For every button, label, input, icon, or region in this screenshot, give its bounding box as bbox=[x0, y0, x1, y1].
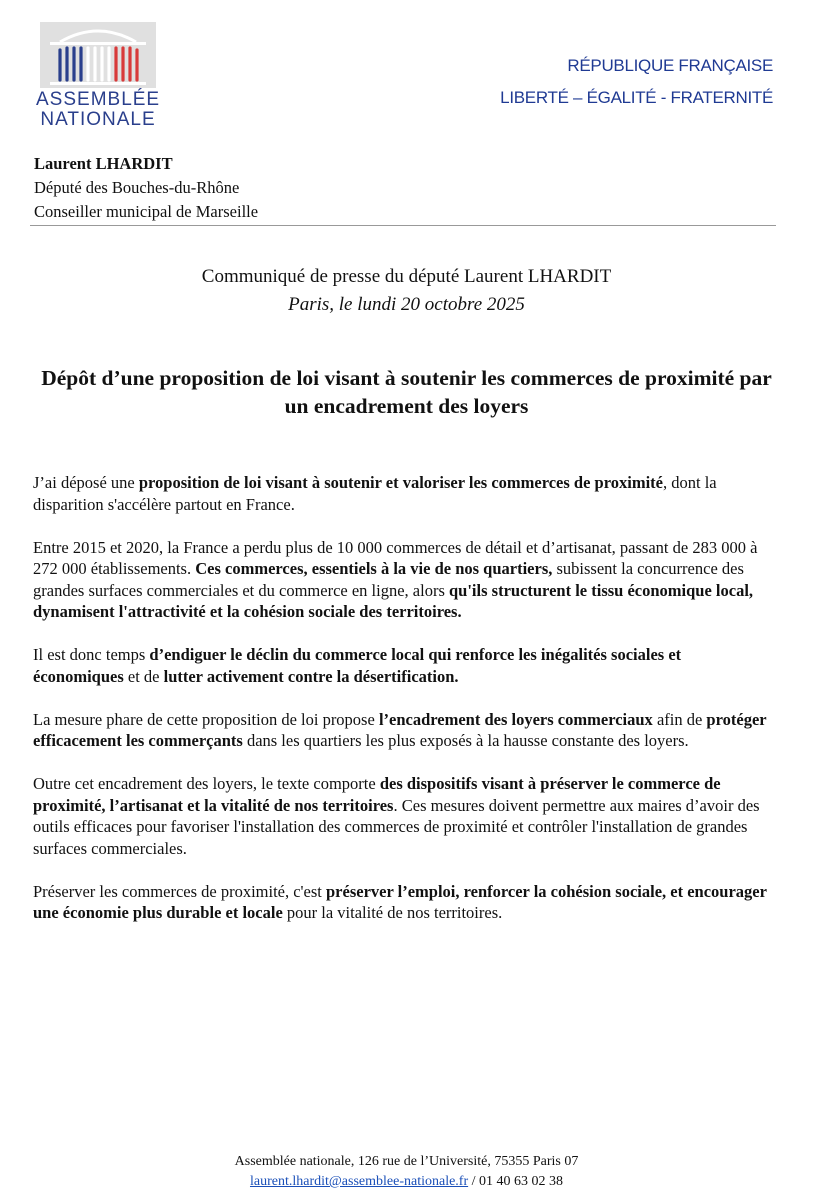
text: Entre 2015 et 2020, la France a perdu plus de 10 000 commerces de détail et d’artisanat, passant de 283 000 à 272 000 établissements. bbox=[33, 537, 758, 578]
logo-line-2: NATIONALE bbox=[40, 109, 156, 130]
author-council: Conseiller municipal de Marseille bbox=[34, 202, 259, 221]
body-paragraph-2 bbox=[33, 537, 775, 623]
footer-phone: / 01 40 63 02 38 bbox=[468, 1174, 564, 1189]
author-role: Député des Bouches-du-Rhône bbox=[34, 178, 240, 197]
bold-text: proposition de loi visant à soutenir et valoriser les commerces de proximité bbox=[138, 473, 663, 492]
logo-line-1: ASSEMBLÉE bbox=[36, 89, 161, 110]
footer-contact bbox=[0, 1172, 813, 1192]
text: , dont la disparition s'accélère partout en France. bbox=[33, 473, 717, 514]
text: pour la vitalité de nos territoires. bbox=[282, 903, 503, 922]
bold-text: Ces commerces, essentiels à la vie de nos quartiers, bbox=[195, 559, 553, 578]
footer-email-link[interactable]: laurent.lhardit@assemblee-nationale.fr bbox=[249, 1174, 469, 1189]
author-block bbox=[34, 152, 258, 224]
footer bbox=[0, 1152, 813, 1192]
bold-text: qu'ils structurent le tissu économique local, dynamisent l'attractivité et la cohésion sociale des territoires. bbox=[33, 580, 754, 621]
press-release-date: Paris, le lundi 20 octobre 2025 bbox=[288, 294, 525, 315]
body-paragraph-5 bbox=[33, 773, 775, 859]
bold-text: lutter activement contre la désertification. bbox=[163, 666, 459, 686]
document-title: Dépôt d’une proposition de loi visant à soutenir les commerces de proximité par un encadrement des loyers bbox=[41, 366, 772, 418]
body-paragraph-4 bbox=[33, 709, 775, 752]
press-release-heading bbox=[0, 263, 813, 319]
press-release-label: Communiqué de presse du député Laurent LHARDIT bbox=[201, 266, 612, 287]
text: J’ai déposé une bbox=[33, 473, 139, 492]
footer-address: Assemblée nationale, 126 rue de l’Université, 75355 Paris 07 bbox=[234, 1154, 579, 1169]
assemblee-nationale-logo bbox=[36, 22, 161, 130]
text: afin de bbox=[652, 709, 707, 729]
text: dans les quartiers les plus exposés à la hausse constante des loyers. bbox=[242, 731, 689, 750]
logo-emblem bbox=[40, 22, 156, 88]
bold-text: d’endiguer le déclin du commerce local qui renforce les inégalités sociales et économiques bbox=[33, 645, 682, 686]
republic-motto: LIBERTÉ – ÉGALITÉ - FRATERNITÉ bbox=[500, 88, 773, 107]
text: Préserver les commerces de proximité, c'est bbox=[33, 881, 326, 901]
text: Outre cet encadrement des loyers, le texte comporte bbox=[33, 774, 380, 793]
text: et de bbox=[123, 666, 164, 686]
logo-wordmark bbox=[36, 90, 160, 130]
hemicycle-icon bbox=[40, 22, 156, 88]
text: . Ces mesures doivent permettre aux maires d’avoir des outils efficaces pour favoriser l'installation des commerces de proximité et contrôler l'installation de grandes surfaces commerciales. bbox=[33, 795, 760, 858]
republic-header bbox=[500, 55, 773, 119]
bold-text: préserver l’emploi, renforcer la cohésion sociale, et encourager une économie plus durable et locale bbox=[33, 881, 767, 922]
author-name: Laurent LHARDIT bbox=[34, 154, 173, 173]
text: Il est donc temps bbox=[33, 645, 150, 664]
bold-text: protéger efficacement les commerçants bbox=[33, 709, 767, 750]
header-divider bbox=[30, 225, 776, 226]
bold-text: des dispositifs visant à préserver le commerce de proximité, l’artisanat et la vitalité de nos territoires bbox=[33, 774, 721, 815]
bold-text: l’encadrement des loyers commerciaux bbox=[378, 709, 653, 729]
body-paragraph-1 bbox=[33, 472, 775, 515]
text: La mesure phare de cette proposition de loi propose bbox=[33, 709, 379, 729]
document-body bbox=[33, 472, 775, 945]
republic-name: RÉPUBLIQUE FRANÇAISE bbox=[567, 56, 773, 75]
body-paragraph-6 bbox=[33, 881, 775, 924]
text: subissent la concurrence des grandes surfaces commerciales et du commerce en ligne, alors bbox=[33, 559, 744, 600]
body-paragraph-3 bbox=[33, 644, 775, 687]
